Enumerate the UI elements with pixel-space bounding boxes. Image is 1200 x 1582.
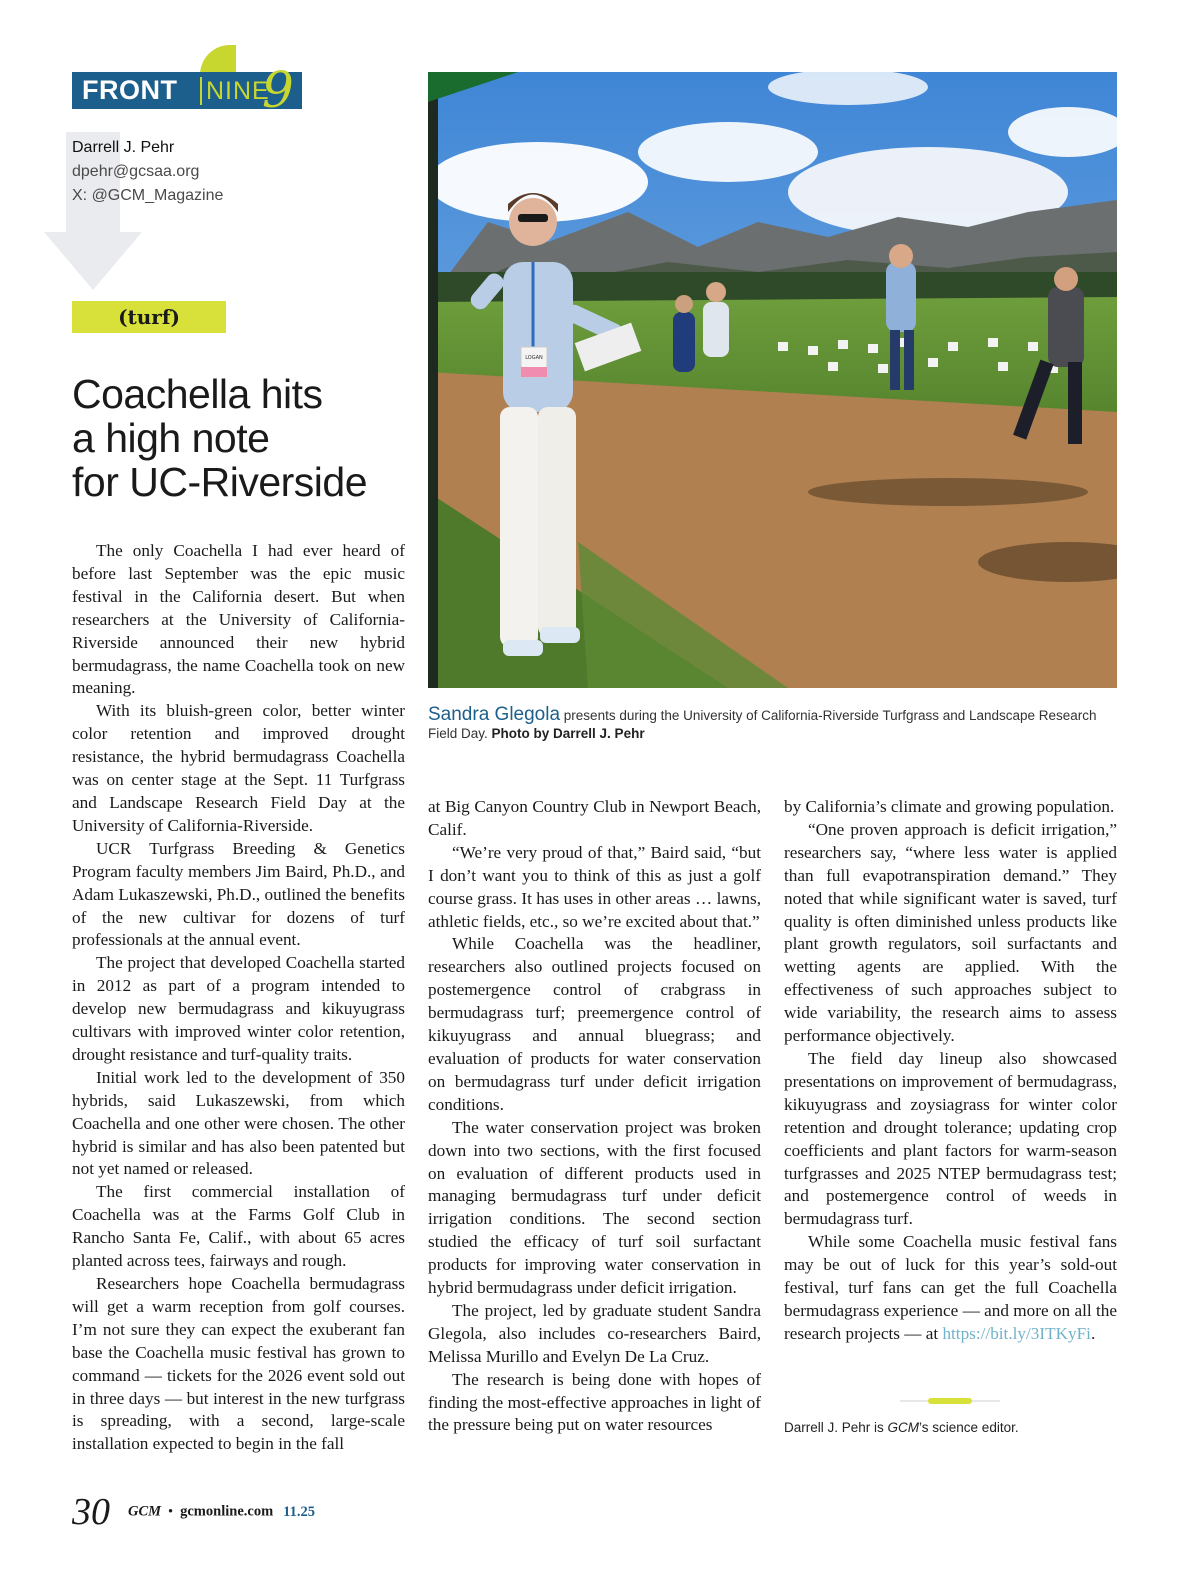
paragraph: The first commercial installation of Coachella was at the Farms Golf Club in Rancho Santa Fe, Calif., with about 65 acres planted across tees, fairways and rough. (72, 1182, 405, 1271)
author-email[interactable]: dpehr@gcsaa.org (72, 163, 200, 180)
caption-text: presents during the University of California-Riverside Turfgrass and Landscape Research Field Day. (428, 708, 1097, 741)
paragraph: UCR Turfgrass Breeding & Genetics Program faculty members Jim Baird, Ph.D., and Adam Lukaszewski, Ph.D., outlined the benefits of the new cultivar for dozens of turf professionals at the annual event. (72, 838, 405, 950)
logo-leaf-shape (200, 45, 236, 75)
category-tag: (turf) (72, 301, 226, 333)
paragraph-text: While some Coachella music festival fans may be out of luck for this year’s sold-out festival, turf fans can get the full Coachella bermudagrass experience — and more on all the research projects — at (784, 1232, 1117, 1343)
paragraph: The field day lineup also showcased presentations on improvement of bermudagrass, kikuyugrass and zoysiagrass for winter color retention and drought tolerance; updating crop coefficients and plant factors for warm-season turfgrasses and 2025 NTEP bermudagrass test; and postemergence control of weeds in bermudagrass turf. (784, 1048, 1117, 1229)
paragraph: at Big Canyon Country Club in Newport Beach, Calif. (428, 797, 761, 839)
article-column-2 (428, 796, 761, 1437)
footer-separator: • (168, 1503, 174, 1520)
article-column-1 (72, 540, 405, 1456)
article-column-3 (784, 796, 1117, 1346)
caption-credit: Photo by Darrell J. Pehr (491, 726, 645, 741)
author-name: Darrell J. Pehr (72, 139, 175, 156)
paragraph: Initial work led to the development of 350 hybrids, said Lukaszewski, from which Coachella and one other were chosen. The other hybrid is similar and has also been patented but not yet named or released. (72, 1067, 405, 1179)
paragraph: “One proven approach is deficit irrigation,” researchers say, “where less water is applied than full evapotranspiration demand.” They noted that while significant water is saved, turf quality is often diminished unless products like plant growth regulators, soil surfactants and wetting agents are applied. With the effectiveness of such approaches subject to wide variability, the research aims to assess performance objectively. (784, 819, 1117, 1046)
logo-front-text: FRONT (82, 75, 178, 105)
footer-issue: 11.25 (283, 1503, 315, 1520)
headline-line: a high note (72, 415, 270, 461)
author-social[interactable]: X: @GCM_Magazine (72, 187, 224, 204)
paragraph: The project, led by graduate student Sandra Glegola, also includes co-researchers Baird, Melissa Murillo and Evelyn De La Cruz. (428, 1300, 761, 1366)
headline (72, 372, 422, 504)
field-day-photo (428, 72, 1117, 688)
bio-suffix: ’s science editor. (919, 1420, 1019, 1435)
photo-caption (428, 706, 1117, 743)
section-logo (72, 45, 304, 119)
paragraph: by California’s climate and growing population. (784, 797, 1115, 816)
page-footer (72, 1490, 315, 1534)
paragraph: The only Coachella I had ever heard of before last September was the epic music festival in the California desert. But when researchers at the University of California-Riverside announced their new hybrid bermudagrass, the name Coachella took on new meaning. (72, 541, 405, 698)
name-badge-text: LOGAN (525, 355, 543, 361)
end-mark (900, 1396, 1000, 1406)
paragraph: While Coachella was the headliner, researchers also outlined projects focused on postemergence control of crabgrass in bermudagrass turf; preemergence control of kikuyugrass and annual bluegrass; and evaluation of products for water conservation on bermudagrass turf under deficit irrigation conditions. (428, 934, 761, 1114)
author-bio (784, 1420, 1019, 1435)
paragraph (784, 1231, 1117, 1346)
logo-numeral: 9 (262, 61, 294, 119)
paragraph: The project that developed Coachella started in 2012 as part of a program intended to develop new bermudagrass and kikuyugrass cultivars with improved winter color retention, drought resistance and turf-quality traits. (72, 953, 405, 1064)
headline-line: Coachella hits (72, 371, 323, 417)
caption-name: Sandra Glegola (428, 704, 561, 725)
paragraph: The research is being done with hopes of finding the most-effective approaches in light of the pressure being put on water resources (428, 1369, 761, 1435)
logo-nine-text: NINE (206, 77, 270, 105)
logo-divider (200, 77, 202, 105)
paragraph: Researchers hope Coachella bermudagrass will get a warm reception from golf courses. I’m not sure they can expect the exuberant fan base the Coachella music festival has grown to command — tickets for the 2026 event sold out in three days — but interest in the new turfgrass is spreading, with a second, large-scale installation expected to begin in the fall (72, 1274, 405, 1454)
paragraph: The water conservation project was broken down into two sections, with the first focused on evaluation of different products used in managing bermudagrass turf under deficit irrigation conditions. The second section studied the efficacy of turf soil surfactant products for improving water conservation in hybrid bermudagrass under deficit irrigation. (428, 1117, 761, 1298)
paragraph: “We’re very proud of that,” Baird said, “but I don’t want you to think of this as just a golf course grass. It has uses in other areas … lawns, athletic fields, etc., so we’re excited about that.” (428, 842, 761, 931)
footer-site[interactable]: gcmonline.com (180, 1503, 274, 1520)
author-block (72, 136, 223, 208)
bio-prefix: Darrell J. Pehr is (784, 1420, 888, 1435)
bio-magazine: GCM (887, 1420, 920, 1435)
paragraph: With its bluish-green color, better winter color retention and improved drought resistance, the hybrid bermudagrass Coachella was on center stage at the Sept. 11 Turfgrass and Landscape Research Field Day at the University of California-Riverside. (72, 701, 405, 835)
research-link[interactable]: https://bit.ly/3ITKyFi (942, 1323, 1091, 1343)
footer-magazine: GCM (128, 1503, 162, 1520)
paragraph-end: . (1090, 1323, 1096, 1343)
page-number: 30 (72, 1491, 110, 1533)
headline-line: for UC-Riverside (72, 459, 367, 505)
